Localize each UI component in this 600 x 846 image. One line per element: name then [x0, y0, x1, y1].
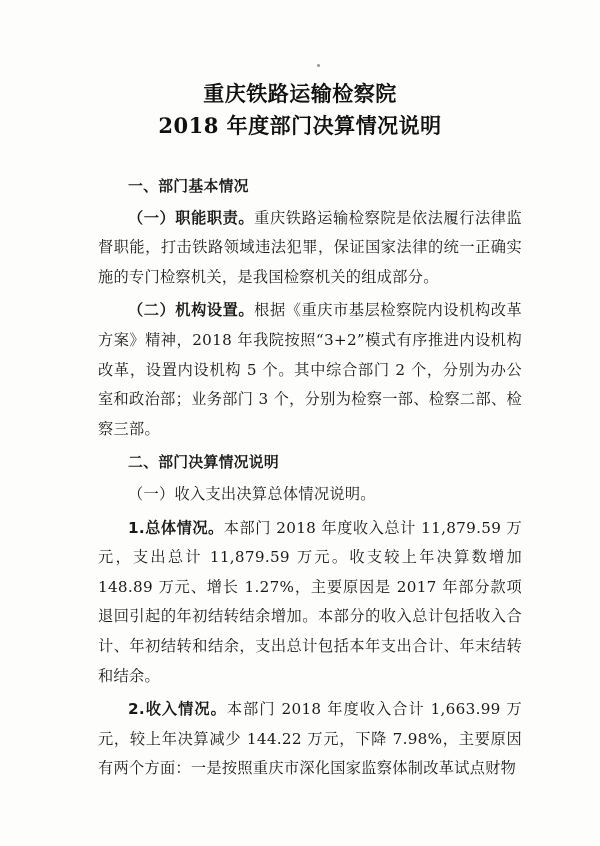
- scan-speck: [317, 64, 320, 67]
- paragraph-income-lead: 2.收入情况。: [128, 700, 227, 719]
- paragraph-duties-lead: （一）职能职责。: [128, 208, 255, 227]
- paragraph-duties-text: 重庆铁路运输检察院是依法履行法律监督职能，打击铁路领域违法犯罪，保证国家法律的统一正确实施的专门检察机关，是我国检察机关的组成部分。: [98, 208, 522, 286]
- title-line-2: 2018 年度部门决算情况说明: [158, 113, 442, 138]
- paragraph-overall: [98, 514, 522, 692]
- section-heading-basic-info: 一、部门基本情况: [128, 178, 249, 195]
- paragraph-structure-text: 根据《重庆市基层检察院内设机构改革方案》精神，2018 年我院按照“3+2”模式有序推进内设机构改革，设置内设机构 5 个。其中综合部门 2 个，分别为办公室和政治部；业务部门 3 个，分别为检察一部、检察二部、检察三部。: [98, 301, 522, 438]
- paragraph-duties: [98, 204, 522, 293]
- subheading-income-expense: （一）收入支出决算总体情况说明。: [128, 484, 376, 503]
- section-heading-final-accounts: 二、部门决算情况说明: [128, 454, 279, 472]
- document-title: [0, 78, 600, 142]
- title-line-1: 重庆铁路运输检察院: [203, 81, 397, 106]
- paragraph-income-text: 本部门 2018 年度收入合计 1,663.99 万元，较上年决算减少 144.22 万元，下降 7.98%，主要原因有两个方面：一是按照重庆市深化国家监察体制改革试点财物: [98, 700, 522, 778]
- paragraph-overall-lead: 1.总体情况。: [128, 518, 224, 537]
- paragraph-income: [98, 695, 522, 784]
- paragraph-structure-lead: （二）机构设置。: [128, 301, 255, 320]
- paragraph-overall-text: 本部门 2018 年度收入总计 11,879.59 万元，支出总计 11,879.59 万元。收支较上年决算数增加 148.89 万元、增长 1.27%，主要原因是 2017 年部分款项退回引起的年初结转结余增加。本部分的收入总计包括收入合计、年初结转和结余，支出总计包括本年支出合计、年末结转和结余。: [98, 518, 523, 685]
- document-body: [98, 172, 522, 788]
- paragraph-structure: [98, 296, 522, 444]
